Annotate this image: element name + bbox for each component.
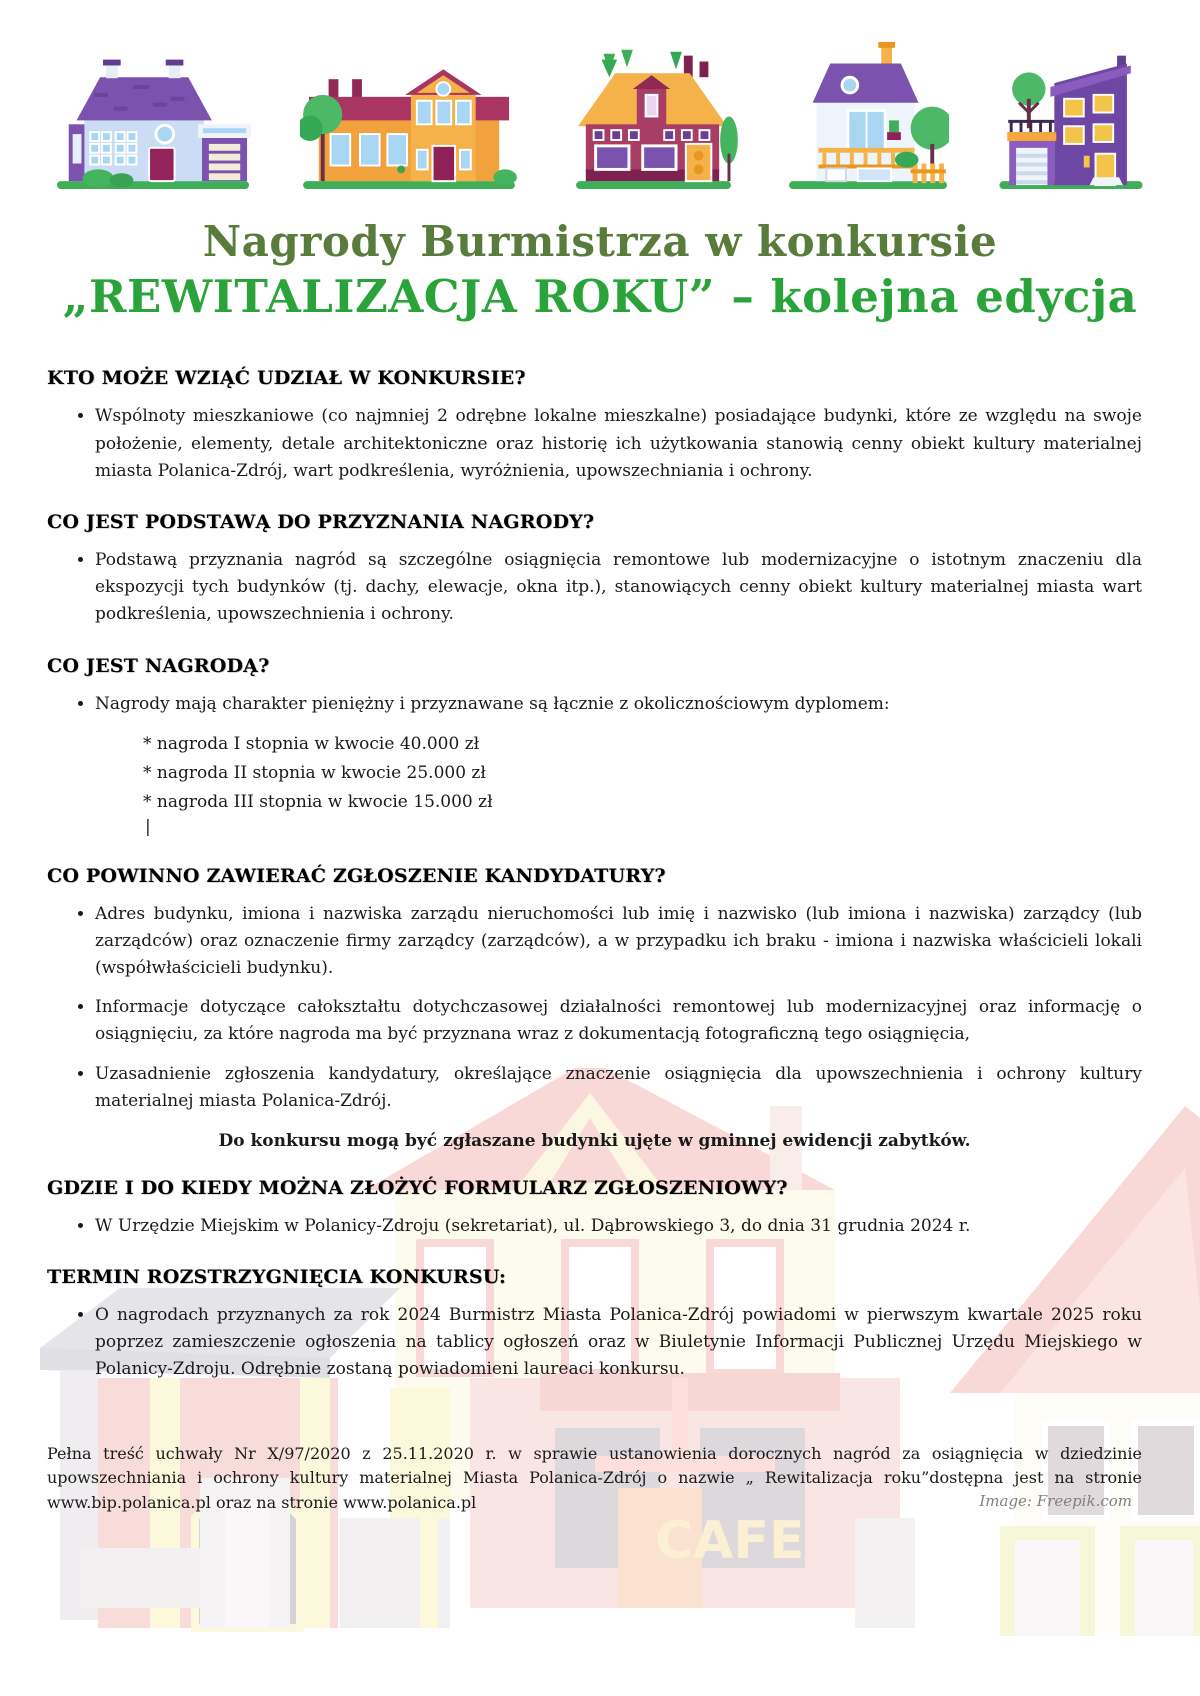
bullet-list [65,403,1142,485]
bullet-item: • Podstawą przyznania nagród są szczególne osiągnięcia remontowe lub modernizacyjne o istotnym znaczeniu dla ekspozycji tych budynków (tj. dachy, elewacje, okna itp.), stanowiących cenny obiekt kultury materialnej miasta wart podkreślenia, upowszechnienia i ochrony. [95,547,1142,629]
bullet-list [65,901,1142,1115]
houses-banner [55,38,1145,190]
section-heading-application-contents: CO POWINNO ZAWIERAĆ ZGŁOSZENIE KANDYDATURY? [47,864,666,887]
title-line-1: Nagrody Burmistrza w konkursie [202,217,998,266]
house-illustration-maroon [566,38,738,190]
bullet-item: • Informacje dotyczące całokształtu dotychczasowej działalności remontowej lub modernizacyjnej oraz informację o osiągnięciu, za które nagroda ma być przyznana wraz z dokumentacją fotograficzną tego osiągnięcia, [95,994,1142,1048]
bullet-list [65,691,1142,718]
section-heading-where-to-submit: GDZIE I DO KIEDY MOŻNA ZŁOŻYĆ FORMULARZ ZGŁOSZENIOWY? [47,1176,788,1199]
resolution-footnote: Pełna treść uchwały Nr X/97/2020 z 25.11.2020 r. w sprawie ustanowienia dorocznych nagród za osiągnięcia w dziedzinie upowszechniania i ochrony kultury materialnej Miasta Polanica-Zdrój o nazwie „ Rewitalizacja roku”dostępna jest na stronie www.bip.polanica.pl oraz na stronie www.polanica.pl [47,1443,1142,1513]
section-heading-who-can-enter: KTO MOŻE WZIĄĆ UDZIAŁ W KONKURSIE? [47,367,526,390]
document-body [47,367,1142,1513]
image-credit: Image: Freepik.com [979,1492,1132,1511]
house-illustration-two-story [787,38,949,190]
stray-text-cursor: | [145,817,151,838]
award-third-degree: * nagroda III stopnia w kwocie 15.000 zł [143,791,493,812]
award-second-degree: * nagroda II stopnia w kwocie 25.000 zł [143,762,486,783]
bullet-item: • W Urzędzie Miejskim w Polanicy-Zdroju (sekretariat), ul. Dąbrowskiego 3, do dnia 31 grudnia 2024 r. [95,1213,1142,1240]
section-heading-results-date: TERMIN ROZSTRZYGNIĘCIA KONKURSU: [47,1266,507,1289]
house-illustration-purple-modern [997,38,1145,190]
bullet-item: • Adres budynku, imiona i nazwiska zarządu nieruchomości lub imię i nazwisko (lub imiona i nazwiska) zarządcy (lub zarządców) oraz oznaczenie firmy zarządcy (zarządców), a w przypadku ich braku - imiona i nazwiska właścicieli lokali (współwłaścicieli budynku). [95,901,1142,983]
bullet-list [65,1302,1142,1384]
section-heading-what-is-prize: CO JEST NAGRODĄ? [47,654,270,677]
award-amount-list [143,730,1142,817]
heritage-register-note: Do konkursu mogą być zgłaszane budynki ujęte w gminnej ewidencji zabytków. [218,1130,971,1151]
bullet-item: • O nagrodach przyznanych za rok 2024 Burmistrz Miasta Polanica-Zdrój powiadomi w pierwszym kwartale 2025 roku poprzez zamieszczenie ogłoszenia na tablicy ogłoszeń oraz w Biuletynie Informacji Publicznej Urzędu Miejskiego w Polanicy-Zdroju. Odrębnie zostaną powiadomieni laureaci konkursu. [95,1302,1142,1384]
bullet-list [65,547,1142,629]
page-title [0,216,1200,325]
section-heading-award-basis: CO JEST PODSTAWĄ DO PRZYZNANIA NAGRODY? [47,511,595,534]
bullet-list [65,1213,1142,1240]
bullet-item: • Wspólnoty mieszkaniowe (co najmniej 2 odrębne lokalne mieszkalne) posiadające budynki, które ze względu na swoje położenie, elementy, detale architektoniczne oraz historię ich użytkowania stanowią cenny obiekt kultury materialnej miasta Polanica-Zdrój, wart podkreślenia, wyróżnienia, upowszechniania i ochrony. [95,403,1142,485]
bullet-item: • Uzasadnienie zgłoszenia kandydatury, określające znaczenie osiągnięcia dla upowszechnienia i ochrony kultury materialnej miasta Polanica-Zdrój. [95,1061,1142,1115]
house-illustration-orange-manor [300,38,518,190]
title-line-2: „REWITALIZACJA ROKU” – kolejna edycja [62,270,1138,324]
award-first-degree: * nagroda I stopnia w kwocie 40.000 zł [143,733,480,754]
house-illustration-lilac [55,38,251,190]
cafe-sign-text: CAFE [655,1511,805,1571]
bullet-item: • Nagrody mają charakter pieniężny i przyznawane są łącznie z okolicznościowym dyplomem: [95,691,1142,718]
